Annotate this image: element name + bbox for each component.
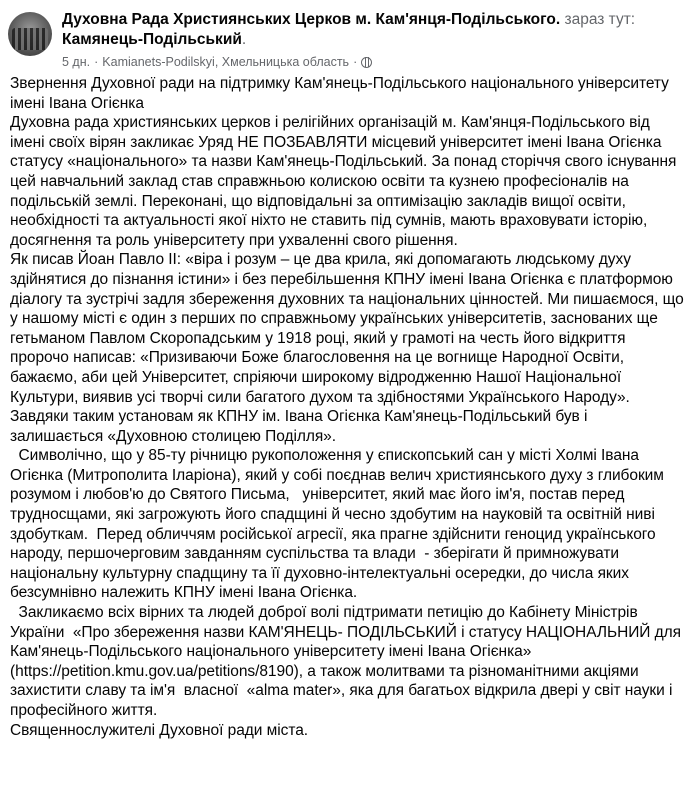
petition-link[interactable]: https://petition.kmu.gov.ua/petitions/8190 <box>15 662 294 680</box>
location-link[interactable]: Камянець-Подільський <box>62 31 242 48</box>
petition-text-after: ), а також молитвами та різноманітними акціями захистити славу та ім'я власної «alma mater», яка для багатьох відкрила двері у світ науки і професійного життя. <box>10 662 677 719</box>
post-header-text <box>62 10 688 72</box>
avatar-image <box>12 28 48 50</box>
post-signature: Священнослужителі Духовної ради міста. <box>10 721 309 739</box>
post-time-link[interactable]: 5 дн. <box>62 55 91 69</box>
avatar[interactable] <box>8 12 52 56</box>
location-suffix: . <box>241 31 247 48</box>
petition-text-before: Закликаємо всіх вірних та людей доброї волі підтримати петицію до Кабінету Міністрів України «Про збереження назви КАМ'ЯНЕЦЬ- ПОДІЛЬСЬКИЙ і статусу НАЦІОНАЛЬНИЙ для Кам'янець-Подільського національного університету імені Івана Огієнка» ( <box>10 604 686 680</box>
post-paragraph: Духовна рада християнських церков і релігійних організацій м. Кам'янця-Подільського від імені своїх вірян закликає Уряд НЕ ПОЗБАВЛЯТИ місцевий університет імені Івана Огієнка статусу «національного» та назви Кам'янець-Подільський. За понад сторіччя свого існування цей навчальний заклад став справжньою колискою освіти та кузнею професіоналів на подільській землі. Переконані, що відповідальні за оптимізацію закладів вищої освіти, необхідності та актуальності якої ніхто не ставить під сумнів, мають враховувати історію, досягнення та роль університету при ухваленні свого рішення. <box>10 114 677 249</box>
post-paragraph: Як писав Йоан Павло ІІ: «віра і розум – це два крила, які допомагають людському духу здійнятися до пізнання істини» і без перебільшення КПНУ імені Івана Огієнка є платформою діалогу та зустрічі задля збереження духовних та національних цінностей. Ми пишаємося, що у нашому місті є один з перших по справжньому українських університетів, заснованих ще гетьманом Павлом Скоропадським у 1918 році, який у грамоті на честь його відкриття пророчо написав: «Призиваючи Боже благословення на це вогнище Народної Освіти, бажаємо, аби цей Університет, спріяючи широкому відродженню Нашої Національної Культури, виявив усі творчі сили багатого духом та здібностями Українського Народу». <box>10 251 684 406</box>
post-paragraph: Завдяки таким установам як КПНУ ім. Івана Огієнка Кам'янець-Подільський був і залишається «Духовною столицею Поділля». <box>10 408 588 445</box>
check-in-label: зараз тут: <box>564 11 636 28</box>
meta-separator: · <box>94 55 99 69</box>
post-paragraph: Символічно, що у 85-ту річницю рукоположення у єпископський сан у місті Холмі Івана Огієнка (Митрополита Іларіона), який у собі поєднав велич християнського духу з глибоким розумом і любов'ю до Святого Письма, університет, який має його ім'я, постав перед трудносщами, які загрожують його спадщині й чесно здобутим на науковій та освітній ниві здобуткам. Перед обличчям російської агресії, яка прагне здійснити геноцид українського народу, першочерговим завданням суспільства та влади - зберігати й примножувати національну культурну спадщину та її духовно-інтелектуальні осередки, до числа яких безсумнівно належить КПНУ імені Івана Огієнка. <box>10 447 669 602</box>
globe-icon[interactable] <box>361 57 372 68</box>
post-heading-paragraph: Звернення Духовної ради на підтримку Кам'янець-Подільського національного університету імені Івана Огієнка <box>10 75 669 112</box>
meta-separator-2: · <box>353 55 358 69</box>
post-place[interactable]: Kamianets-Podilskyi, Хмельницька область <box>102 55 350 69</box>
post-header <box>8 10 688 74</box>
post-body <box>8 74 688 740</box>
post-paragraph-petition <box>10 603 684 721</box>
post-meta <box>62 52 688 72</box>
author-name-link[interactable]: Духовна Рада Християнських Церков м. Кам'янця-Подільського. <box>62 11 561 28</box>
post-title-line <box>62 10 688 50</box>
